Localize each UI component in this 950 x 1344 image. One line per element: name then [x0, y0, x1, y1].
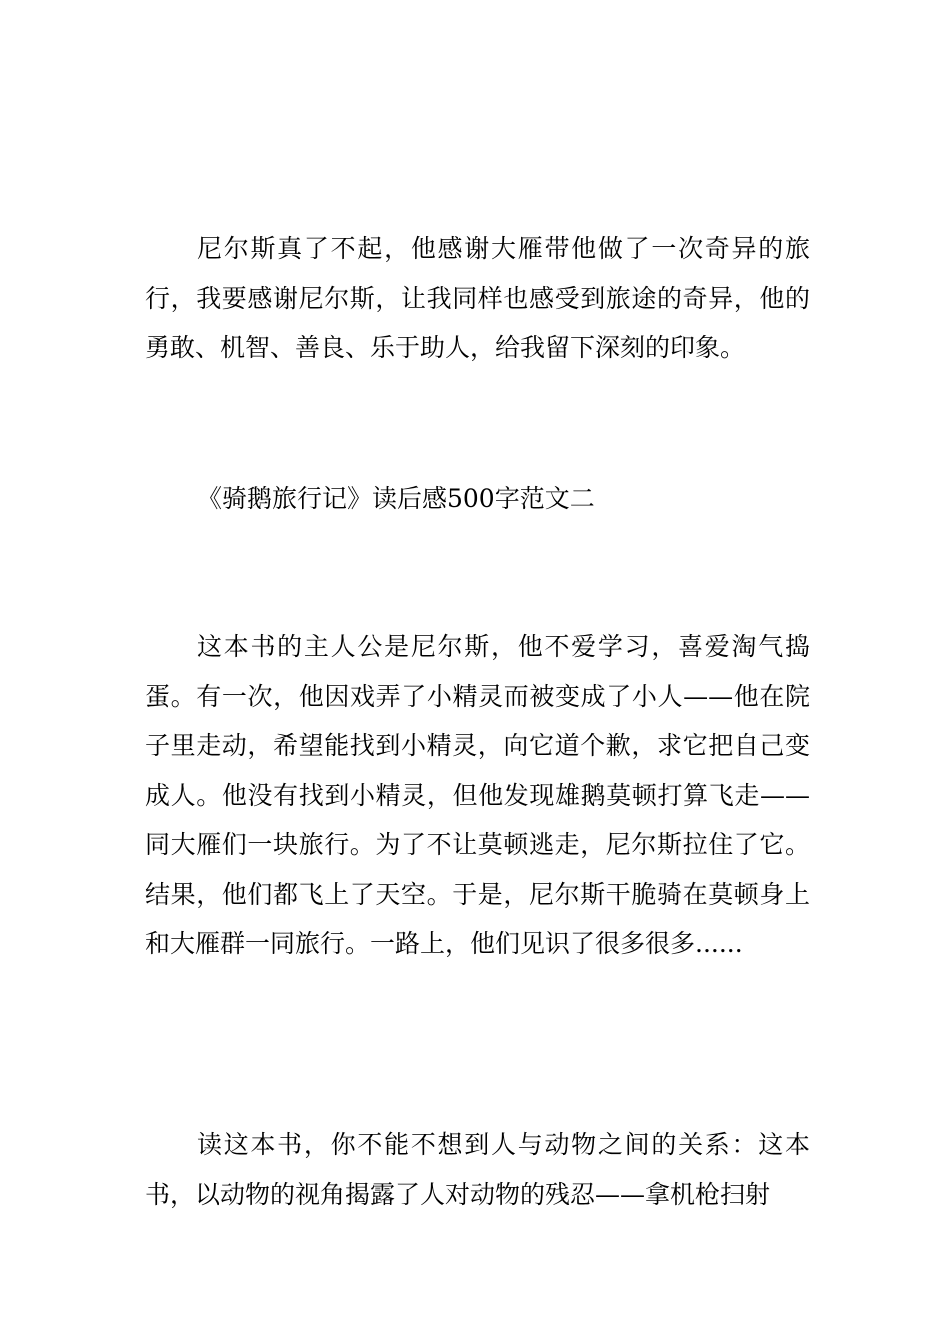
- paragraph-human-animal-relation: 读这本书，你不能不想到人与动物之间的关系：这本书，以动物的视角揭露了人对动物的残忍——拿机枪扫射: [145, 1130, 810, 1209]
- section-heading: 《骑鹅旅行记》读后感500字范文二: [197, 484, 595, 513]
- paragraph-nils-gratitude: 尼尔斯真了不起，他感谢大雁带他做了一次奇异的旅行，我要感谢尼尔斯，让我同样也感受到旅途的奇异，他的勇敢、机智、善良、乐于助人，给我留下深刻的印象。: [145, 234, 810, 362]
- paragraph-story-summary: 这本书的主人公是尼尔斯，他不爱学习，喜爱淘气捣蛋。有一次，他因戏弄了小精灵而被变成了小人——他在院子里走动，希望能找到小精灵，向它道个歉，求它把自己变成人。他没有找到小精灵，但他发现雄鹅莫顿打算飞走——同大雁们一块旅行。为了不让莫顿逃走，尼尔斯拉住了它。结果，他们都飞上了天空。于是，尼尔斯干脆骑在莫顿身上和大雁群一同旅行。一路上，他们见识了很多很多......: [145, 632, 810, 958]
